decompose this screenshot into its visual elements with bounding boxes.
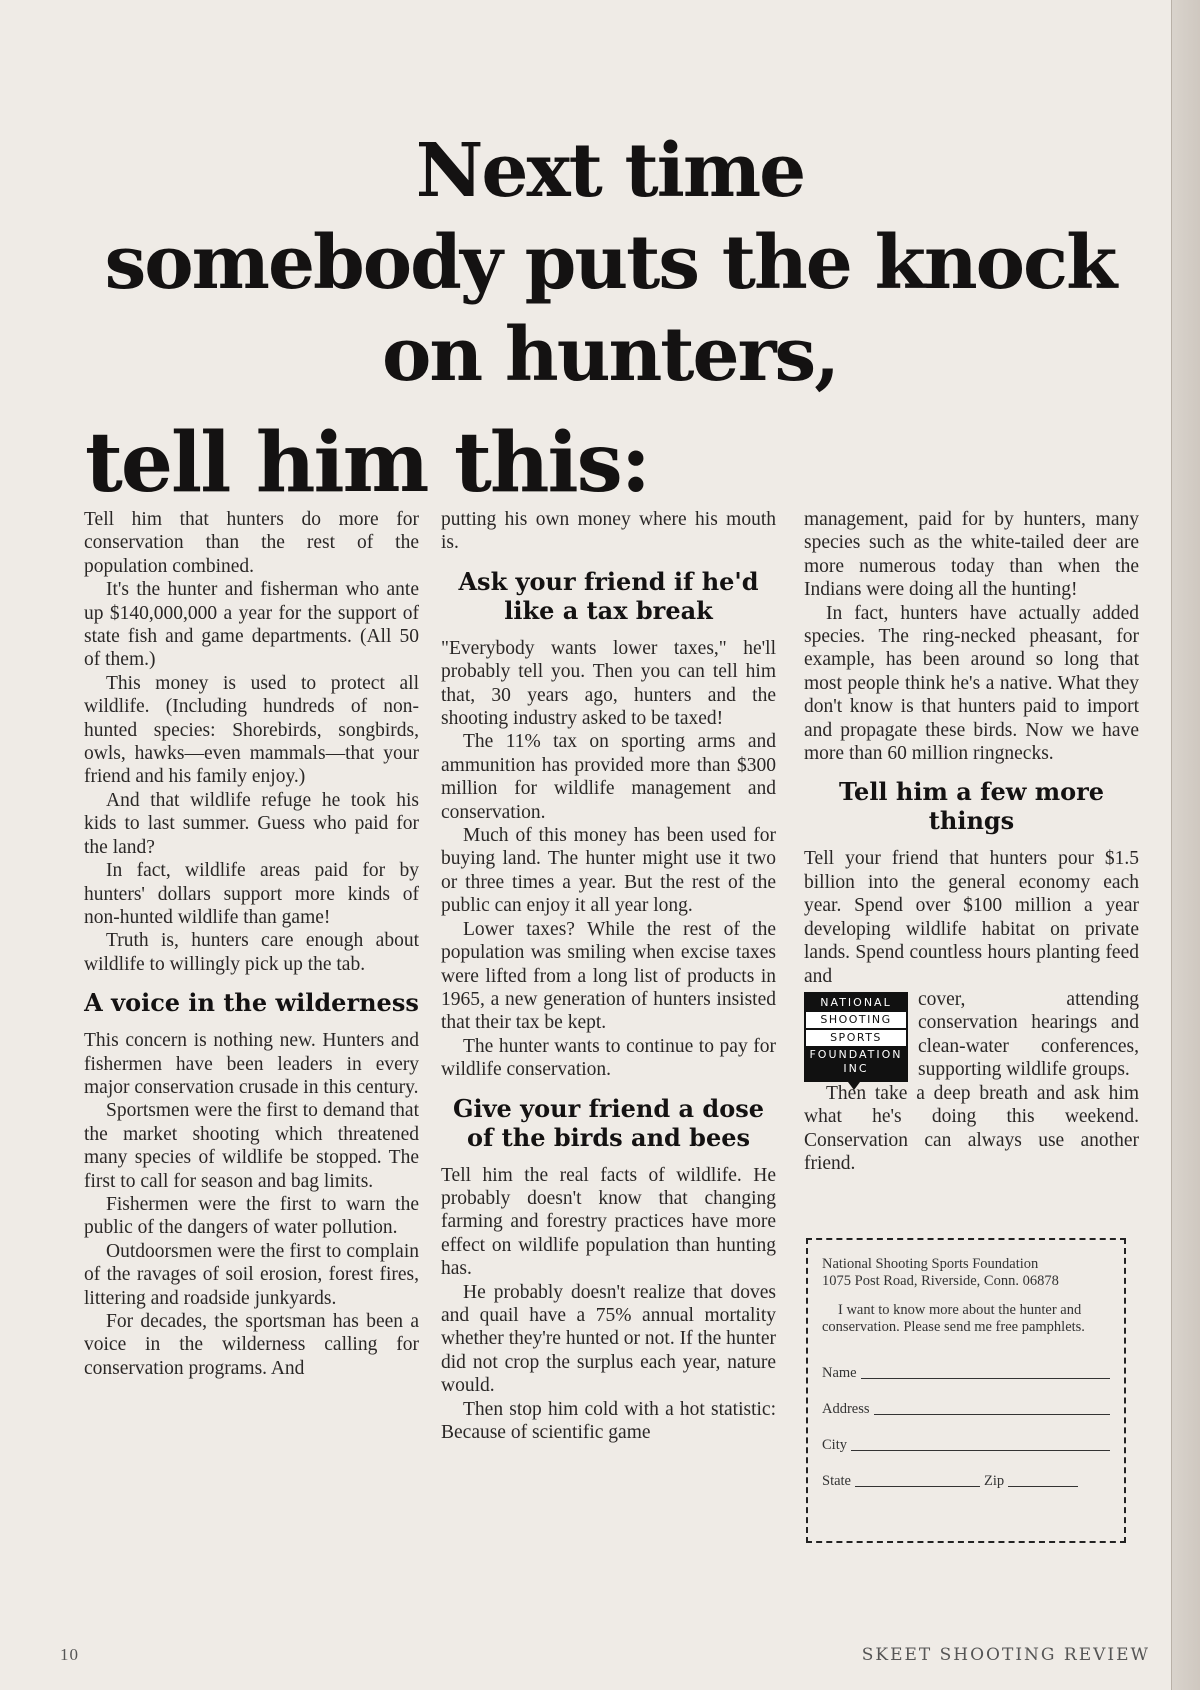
name-label: Name: [822, 1365, 857, 1381]
adjacent-page-edge: [1171, 0, 1200, 1690]
headline-line-1: Next time: [415, 128, 805, 214]
magazine-title: SKEET SHOOTING REVIEW: [861, 1645, 1150, 1665]
nssf-logo: [804, 992, 908, 1082]
city-label: City: [822, 1437, 847, 1453]
coupon-org-name: National Shooting Sports Foundation: [822, 1256, 1039, 1272]
paragraph: Fishermen were the first to warn the public of the dangers of water pollution.: [84, 1193, 419, 1239]
coupon-org-address: 1075 Post Road, Riverside, Conn. 06878: [822, 1273, 1059, 1289]
logo-text-shooting: SHOOTING: [806, 1012, 906, 1028]
paragraph: Tell him that hunters do more for conservation than the rest of the population combined.: [84, 509, 419, 577]
logo-pointer-icon: [848, 1082, 860, 1090]
paragraph: In fact, hunters have actually added species. The ring-necked pheasant, for example, has been around so long that most people think he's a native. What they don't know is that hunters paid to import and propagate these birds. Now we have more than 60 million ringnecks.: [804, 602, 1139, 765]
article-column-1: [84, 508, 419, 1380]
paragraph: For decades, the sportsman has been a voice in the wilderness calling for conservation programs. And: [84, 1311, 419, 1379]
section-heading: Tell him a few more things: [838, 777, 1105, 836]
article-column-3: [804, 508, 1139, 1176]
paragraph: Sportsmen were the first to demand that the market shooting which threatened many species of wildlife be stopped. The first to call for season and bag limits.: [84, 1100, 419, 1192]
page-number: 10: [60, 1645, 79, 1664]
state-zip-field[interactable]: [822, 1454, 1110, 1490]
paragraph: Tell him the real facts of wildlife. He probably doesn't know that changing farming and forestry practices have more effect on wildlife population than hunting has.: [441, 1164, 776, 1280]
city-line[interactable]: [851, 1449, 1110, 1451]
address-line[interactable]: [874, 1413, 1110, 1415]
paragraph: The hunter wants to continue to pay for wildlife conservation.: [441, 1035, 776, 1081]
paragraph: It's the hunter and fisherman who ante up $140,000,000 a year for the support of state fish and game departments. (All 50 of them.): [84, 579, 419, 671]
paragraph: This concern is nothing new. Hunters and fishermen have been leaders in every major conservation crusade in this century.: [84, 1030, 419, 1098]
paragraph: "Everybody wants lower taxes," he'll probably tell you. Then you can tell him that, 30 years ago, hunters and the shooting industry asked to be taxed!: [441, 637, 776, 730]
paragraph: Then stop him cold with a hot statistic: Because of scientific game: [441, 1398, 776, 1443]
paragraph: Much of this money has been used for buying land. The hunter might use it two or three times a year. But the rest of the public can enjoy it all year long.: [441, 825, 776, 917]
paragraph: cover, attending conservation hearings and clean-water conferences, supporting wildlife groups.: [918, 988, 1139, 1081]
paragraph: management, paid for by hunters, many species such as the white-tailed deer are more numerous today than when the Indians were doing all the hunting!: [804, 509, 1139, 601]
paragraph: Truth is, hunters care enough about wildlife to willingly pick up the tab.: [84, 930, 419, 975]
paragraph: Then take a deep breath and ask him what he's doing this weekend. Conservation can always use another friend.: [804, 1082, 1139, 1175]
name-line[interactable]: [861, 1377, 1110, 1379]
section-heading: Ask your friend if he'd like a tax break: [458, 566, 759, 625]
name-field[interactable]: [822, 1346, 1110, 1382]
mail-in-coupon: [806, 1238, 1126, 1543]
paragraph: In fact, wildlife areas paid for by hunters' dollars support more kinds of non-hunted wildlife than game!: [84, 860, 419, 928]
headline-line-2: somebody puts the knock: [104, 220, 1116, 306]
city-field[interactable]: [822, 1418, 1110, 1454]
logo-text-national: NATIONAL: [820, 995, 892, 1009]
state-line[interactable]: [855, 1485, 980, 1487]
subhead: tell him this:: [85, 415, 650, 511]
logo-text-sports: SPORTS: [806, 1030, 906, 1046]
paragraph: Lower taxes? While the rest of the population was smiling when excise taxes were lifted from a long list of products in 1965, a new generation of hunters insisted that their tax be kept.: [441, 918, 776, 1034]
paragraph: The 11% tax on sporting arms and ammunition has provided more than $300 million for wildlife management and conservation.: [441, 731, 776, 823]
address-field[interactable]: [822, 1382, 1110, 1418]
paragraph: Tell your friend that hunters pour $1.5 billion into the general economy each year. Spend over $100 million a year developing wildlife habitat on private lands. Spend countless hours planting feed and: [804, 848, 1139, 987]
logo-text-inc: INC: [843, 1061, 869, 1075]
logo-paragraph: [804, 988, 1139, 1082]
article-column-2: [441, 508, 776, 1444]
headline: [60, 125, 1160, 401]
paragraph: putting his own money where his mouth is.: [441, 509, 776, 554]
address-label: Address: [822, 1401, 870, 1417]
logo-text-foundation: FOUNDATION: [809, 1047, 903, 1061]
paragraph: He probably doesn't realize that doves and quail have a 75% annual mortality whether they're hunted or not. If the hunter did not crop the surplus each year, nature would.: [441, 1281, 776, 1397]
section-heading: Give your friend a dose of the birds and bees: [452, 1093, 764, 1152]
section-heading: A voice in the wilderness: [84, 988, 419, 1018]
zip-label: Zip: [984, 1473, 1005, 1489]
paragraph: And that wildlife refuge he took his kids to last summer. Guess who paid for the land?: [84, 789, 419, 858]
zip-line[interactable]: [1008, 1485, 1078, 1487]
paragraph: This money is used to protect all wildlife. (Including hundreds of non-hunted species: Shorebirds, songbirds, owls, hawks—even mammals—that your friend and his family enjoy.): [84, 672, 419, 788]
paragraph: Outdoorsmen were the first to complain of the ravages of soil erosion, forest fires, littering and roadside junkyards.: [84, 1240, 419, 1309]
state-label: State: [822, 1473, 851, 1489]
coupon-address-block: [822, 1256, 1110, 1290]
coupon-request-text: I want to know more about the hunter and conservation. Please send me free pamphlets.: [822, 1302, 1085, 1335]
headline-line-3: on hunters,: [381, 312, 838, 398]
